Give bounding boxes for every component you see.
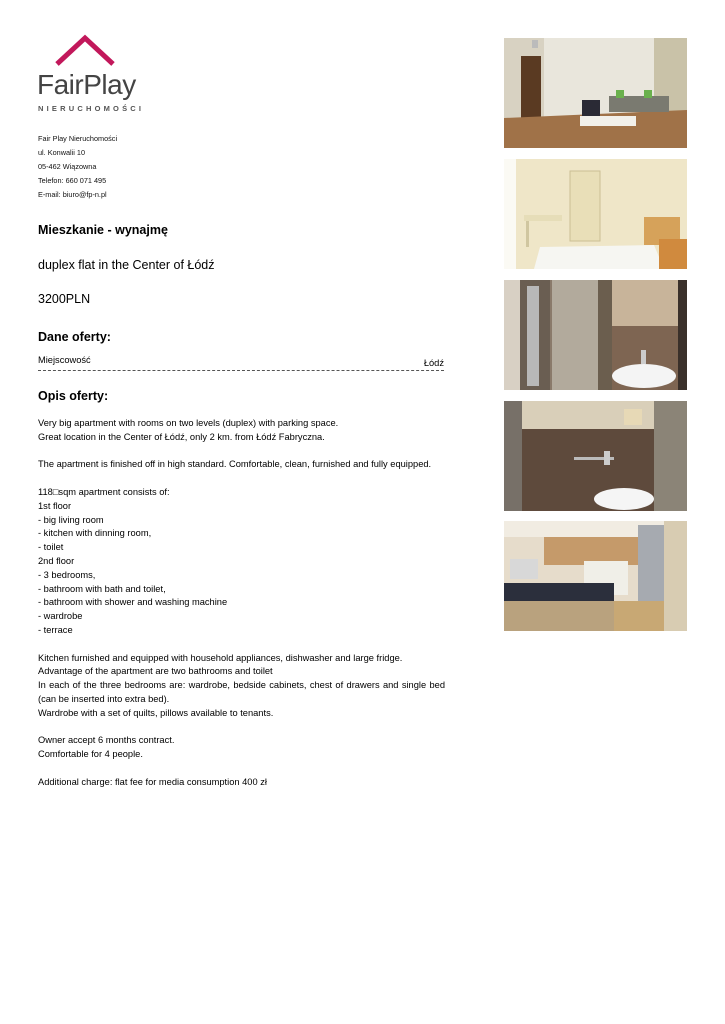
offer-price: 3200PLN [38, 292, 91, 306]
kitchen-photo[interactable] [504, 521, 687, 631]
details-heading: Dane oferty: [38, 330, 111, 344]
logo-wordmark: FairPlay [37, 69, 136, 100]
offer-category: Mieszkanie - wynajmę [38, 223, 168, 237]
desc-line: Kitchen furnished and equipped with household appliances, dishwasher and large fridge. [38, 652, 403, 663]
living-room-photo[interactable] [504, 38, 687, 148]
desc-line: Additional charge: flat fee for media consumption 400 zł [38, 776, 267, 787]
logo-subtitle: NIERUCHOMOŚCI [38, 104, 145, 113]
bathroom-sink-photo[interactable] [504, 401, 687, 511]
company-logo [37, 34, 145, 116]
contact-company: Fair Play Nieruchomości [38, 134, 118, 143]
desc-line: 2nd floor [38, 555, 75, 566]
desc-line: - toilet [38, 542, 64, 553]
details-key: Miejscowość [38, 355, 91, 365]
desc-line: - kitchen with dinning room, [38, 528, 152, 539]
desc-line: In each of the three bedrooms are: wardrobe, bedside cabinets, chest of drawers and single bed (can be inserted into extra bed). [38, 680, 445, 704]
desc-line: - wardrobe [38, 611, 83, 622]
desc-line: Wardrobe with a set of quilts, pillows available to tenants. [38, 707, 274, 718]
desc-line: - terrace [38, 624, 73, 635]
desc-line: - 3 bedrooms, [38, 569, 96, 580]
desc-line: - bathroom with bath and toilet, [38, 583, 166, 594]
desc-line: 1st floor [38, 500, 72, 511]
desc-line: 118□sqm apartment consists of: [38, 486, 170, 497]
details-row [38, 355, 444, 371]
details-value: Łódź [423, 358, 444, 368]
desc-line: - bathroom with shower and washing machine [38, 597, 228, 608]
desc-line: Very big apartment with rooms on two levels (duplex) with parking space. [38, 418, 339, 428]
desc-line: Comfortable for 4 people. [38, 749, 143, 760]
bedroom-photo[interactable] [504, 159, 687, 269]
description-body [38, 417, 445, 790]
roof-logo-icon [55, 34, 117, 66]
contact-email: E-mail: biuro@fp-n.pl [38, 190, 107, 199]
desc-line: The apartment is finished off in high standard. Comfortable, clean, furnished and fully equipped. [38, 459, 432, 470]
offer-title: duplex flat in the Center of Łódź [38, 258, 215, 272]
contact-city: 05-462 Wiązowna [38, 162, 97, 171]
desc-line: Great location in the Center of Łódź, only 2 km. from Łódź Fabryczna. [38, 431, 325, 442]
description-heading: Opis oferty: [38, 389, 109, 403]
contact-street: ul. Konwalii 10 [38, 148, 86, 157]
desc-line: Owner accept 6 months contract. [38, 735, 175, 746]
contact-phone: Telefon: 660 071 495 [38, 176, 107, 185]
shower-bathroom-photo[interactable] [504, 280, 687, 390]
contact-block [38, 132, 117, 202]
desc-line: - big living room [38, 514, 104, 525]
desc-line: Advantage of the apartment are two bathrooms and toilet [38, 666, 273, 677]
